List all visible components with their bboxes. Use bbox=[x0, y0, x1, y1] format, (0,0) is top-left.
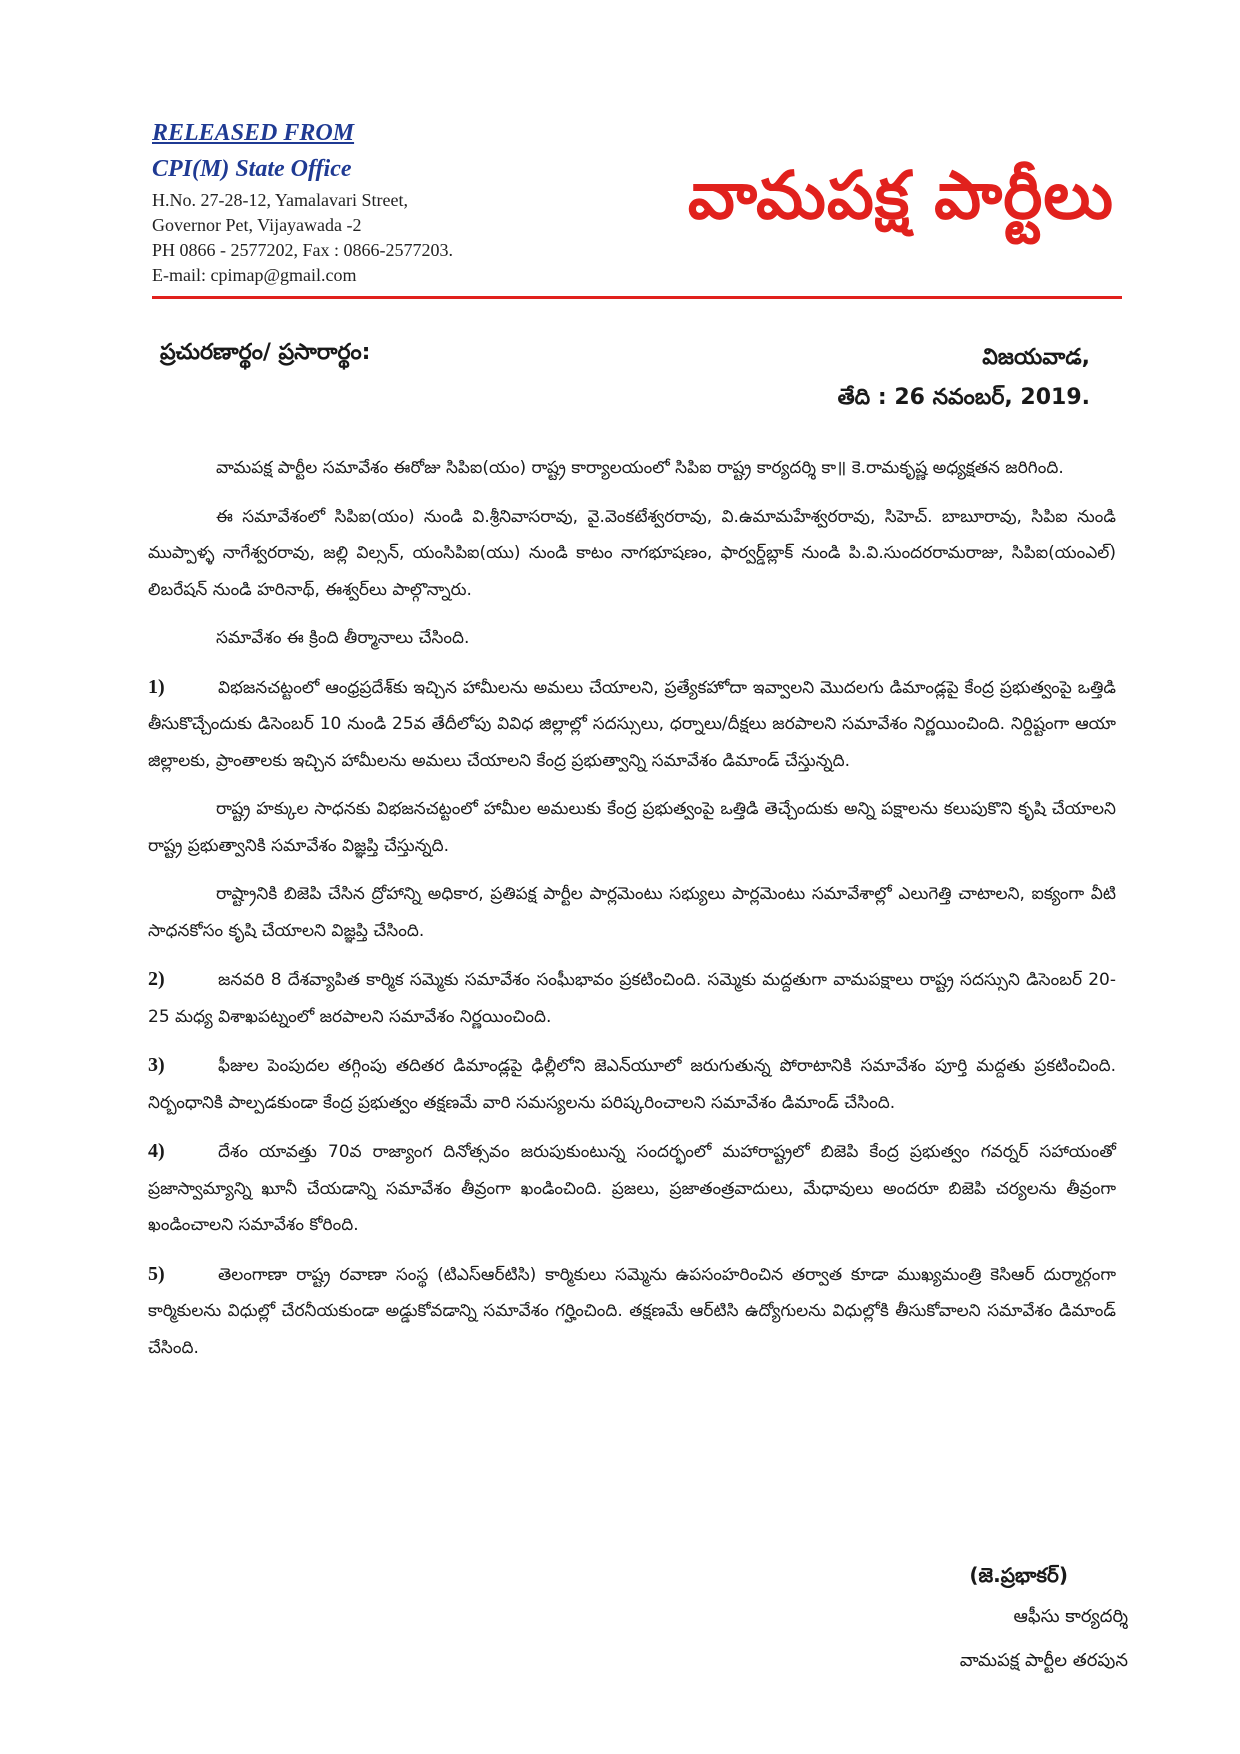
resolution-1 bbox=[148, 669, 1116, 780]
resolution-number: 3) bbox=[148, 1054, 165, 1076]
resolution-number: 1) bbox=[148, 675, 165, 698]
paragraph-participants: ఈ సమావేశంలో సిపిఐ(యం) నుండి వి.శ్రీనివాసరావు, వై.వెంకటేశ్వరరావు, వి.ఉమామహేశ్వరరావు, సిహెచ్. బాబూరావు, సిపిఐ నుండి ముప్పాళ్ళ నాగేశ్వరరావు, జల్లి విల్సన్, యంసిపిఐ(యు) నుండి కాటం నాగభూషణం, ఫార్వర్డ్‌బ్లాక్ నుండి పి.వి.సుందరరామరాజు, సిపిఐ(యంఎల్) లిబరేషన్ నుండి హరినాథ్, ఈశ్వర్‌లు పాల్గొన్నారు. bbox=[148, 506, 1116, 600]
resolution-1-para-2: రాష్ట్ర హక్కుల సాధనకు విభజనచట్టంలో హామీల అమలుకు కేంద్ర ప్రభుత్వంపై ఒత్తిడి తెచ్చేందుకు అన్ని పక్షాలను కలుపుకొని కృషి చేయాలని రాష్ట్ర ప్రభుత్వానికి సమావేశం విజ్ఞప్తి చేస్తున్నది. bbox=[148, 799, 1116, 856]
resolution-text: విభజనచట్టంలో ఆంధ్రప్రదేశ్‌కు ఇచ్చిన హామీలను అమలు చేయాలని, ప్రత్యేకహోదా ఇవ్వాలని మొదలగు డిమాండ్లపై కేంద్ర ప్రభుత్వంపై ఒత్తిడి తీసుకొచ్చేందుకు డిసెంబర్ 10 నుండి 25వ తేదీలోపు వివిధ జిల్లాల్లో సదస్సులు, ధర్నాలు/దీక్షలు జరపాలని సమావేశం నిర్ణయించింది. నిర్దిష్టంగా ఆయా జిల్లాలకు, ప్రాంతాలకు ఇచ్చిన హామీలను అమలు చేయాలని కేంద్ర ప్రభుత్వాన్ని సమావేశం డిమాండ్ చేస్తున్నది. bbox=[148, 677, 1116, 771]
paragraph-resolutions-intro: సమావేశం ఈ క్రింది తీర్మానాలు చేసింది. bbox=[216, 628, 470, 648]
resolution-number: 2) bbox=[148, 968, 165, 990]
document-body bbox=[148, 450, 1116, 1378]
resolution-2 bbox=[148, 961, 1116, 1035]
phone-fax: PH 0866 - 2577202, Fax : 0866-2577203. bbox=[152, 240, 453, 260]
signatory-on-behalf: వామపక్ష పార్టీల తరపున bbox=[959, 1650, 1128, 1671]
address-line-2: Governor Pet, Vijayawada -2 bbox=[152, 215, 362, 235]
resolution-text: దేశం యావత్తు 70వ రాజ్యాంగ దినోత్సవం జరుపుకుంటున్న సందర్భంలో మహారాష్ట్రలో బిజెపి కేంద్ర ప్రభుత్వం గవర్నర్ సహాయంతో ప్రజాస్వామ్యాన్ని ఖూనీ చేయడాన్ని సమావేశం తీవ్రంగా ఖండించింది. ప్రజలు, ప్రజాతంత్రవాదులు, మేధావులు అందరూ బిజెపి చర్యలను తీవ్రంగా ఖండించాలని సమావేశం కోరింది. bbox=[148, 1142, 1116, 1235]
letterhead bbox=[152, 118, 1124, 300]
resolution-4 bbox=[148, 1133, 1116, 1244]
signature-block bbox=[960, 1555, 1128, 1683]
date: తేది : 26 నవంబర్, 2019. bbox=[837, 385, 1090, 410]
resolution-3 bbox=[148, 1047, 1116, 1121]
signatory-designation: ఆఫీసు కార్యదర్శి bbox=[1013, 1606, 1128, 1627]
address-line-1: H.No. 27-28-12, Yamalavari Street, bbox=[152, 190, 408, 210]
place-date-block bbox=[838, 340, 1090, 416]
email: E-mail: cpimap@gmail.com bbox=[152, 265, 357, 285]
letterhead-divider bbox=[152, 296, 1122, 299]
paragraph-intro: వామపక్ష పార్టీల సమావేశం ఈరోజు సిపిఐ(యం) రాష్ట్ర కార్యాలయంలో సిపిఐ రాష్ట్ర కార్యదర్శి కా॥ కె.రామకృష్ణ అధ్యక్షతన జరిగింది. bbox=[216, 458, 1064, 478]
party-title: వామపక్ష పార్టీలు bbox=[687, 157, 1114, 234]
purpose-label: ప్రచురణార్థం/ ప్రసారార్థం: bbox=[160, 340, 371, 365]
resolution-5 bbox=[148, 1256, 1116, 1367]
resolution-number: 4) bbox=[148, 1140, 165, 1162]
released-from-label: RELEASED FROM bbox=[152, 120, 355, 146]
resolution-text: జనవరి 8 దేశవ్యాపిత కార్మిక సమ్మెకు సమావేశం సంఘీభావం ప్రకటించింది. సమ్మెకు మద్దతుగా వామపక్షాలు రాష్ట్ర సదస్సుని డిసెంబర్ 20-25 మధ్య విశాఖపట్నంలో జరపాలని సమావేశం నిర్ణయించింది. bbox=[148, 970, 1116, 1027]
resolution-1-para-3: రాష్ట్రానికి బిజెపి చేసిన ద్రోహాన్ని అధికార, ప్రతిపక్ష పార్టీల పార్లమెంటు సభ్యులు పార్లమెంటు సమావేశాల్లో ఎలుగెత్తి చాటాలని, ఐక్యంగా వీటి సాధనకోసం కృషి చేయాలని విజ్ఞప్తి చేసింది. bbox=[148, 884, 1116, 941]
resolution-number: 5) bbox=[148, 1262, 165, 1285]
resolution-text: తెలంగాణా రాష్ట్ర రవాణా సంస్థ (టిఎస్ఆర్‌టిసి) కార్మికులు సమ్మెను ఉపసంహరించిన తర్వాత కూడా ముఖ్యమంత్రి కెసిఆర్ దుర్మార్గంగా కార్మికులను విధుల్లో చేరనీయకుండా అడ్డుకోవడాన్ని సమావేశం గర్హించింది. తక్షణమే ఆర్‌టిసి ఉద్యోగులను విధుల్లోకి తీసుకోవాలని సమావేశం డిమాండ్ చేసింది. bbox=[148, 1264, 1116, 1358]
resolution-text: ఫీజుల పెంపుదల తగ్గింపు తదితర డిమాండ్లపై ఢిల్లీలోని జెఎన్‌యూలో జరుగుతున్న పోరాటానికి సమావేశం పూర్తి మద్దతు ప్రకటించింది. నిర్బంధానికి పాల్పడకుండా కేంద్ర ప్రభుత్వం తక్షణమే వారి సమస్యలను పరిష్కరించాలని సమావేశం డిమాండ్ చేసింది. bbox=[148, 1056, 1116, 1113]
office-name: CPI(M) State Office bbox=[152, 156, 352, 182]
signatory-name: (జె.ప్రభాకర్) bbox=[969, 1563, 1068, 1587]
place: విజయవాడ, bbox=[982, 345, 1090, 370]
letterhead-address-block bbox=[152, 118, 572, 288]
